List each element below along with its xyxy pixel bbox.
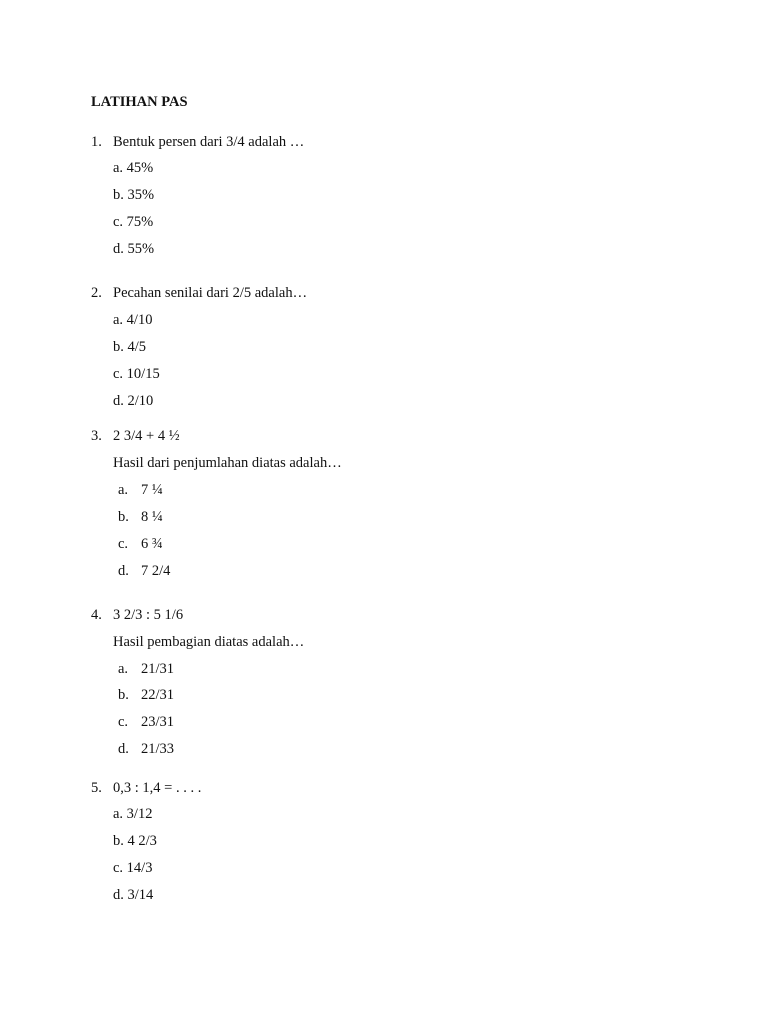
question-number: 3. — [91, 428, 102, 444]
question-number: 5. — [91, 780, 102, 796]
answer-option: c. 14/3 — [113, 860, 153, 876]
option-letter: d. — [118, 563, 129, 579]
option-text: 22/31 — [141, 687, 175, 703]
option-text: 21/33 — [141, 741, 175, 757]
answer-option: b. 4 2/3 — [113, 833, 157, 849]
option-letter: a. — [118, 661, 129, 677]
page-title: LATIHAN PAS — [91, 94, 188, 110]
option-letter: b. — [118, 509, 129, 525]
question-text: 3 2/3 : 5 1/6 — [113, 607, 184, 623]
question-text: Bentuk persen dari 3/4 adalah … — [113, 134, 305, 150]
answer-option: c. 10/15 — [113, 366, 160, 382]
option-letter: a. — [118, 482, 129, 498]
question-text: Pecahan senilai dari 2/5 adalah… — [113, 285, 308, 301]
question-number: 2. — [91, 285, 102, 301]
option-text: 23/31 — [141, 714, 175, 730]
option-letter: b. — [118, 687, 129, 703]
question-text: 0,3 : 1,4 = . . . . — [113, 780, 202, 796]
answer-option: b. 4/5 — [113, 339, 147, 355]
option-letter: c. — [118, 714, 129, 730]
answer-option: c. 75% — [113, 214, 154, 230]
question-subtext: Hasil pembagian diatas adalah… — [113, 634, 305, 650]
answer-option: d. 3/14 — [113, 887, 154, 903]
option-text: 8 ¼ — [141, 509, 163, 525]
question-subtext: Hasil dari penjumlahan diatas adalah… — [113, 455, 342, 471]
option-text: 7 2/4 — [141, 563, 171, 579]
option-text: 21/31 — [141, 661, 175, 677]
answer-option: d. 2/10 — [113, 393, 154, 409]
question-text: 2 3/4 + 4 ½ — [113, 428, 180, 444]
question-number: 4. — [91, 607, 102, 623]
option-letter: c. — [118, 536, 129, 552]
answer-option: d. 55% — [113, 241, 155, 257]
question-number: 1. — [91, 134, 102, 150]
option-letter: d. — [118, 741, 129, 757]
option-text: 6 ¾ — [141, 536, 163, 552]
answer-option: b. 35% — [113, 187, 155, 203]
option-text: 7 ¼ — [141, 482, 163, 498]
answer-option: a. 3/12 — [113, 806, 153, 822]
answer-option: a. 45% — [113, 160, 154, 176]
answer-option: a. 4/10 — [113, 312, 153, 328]
